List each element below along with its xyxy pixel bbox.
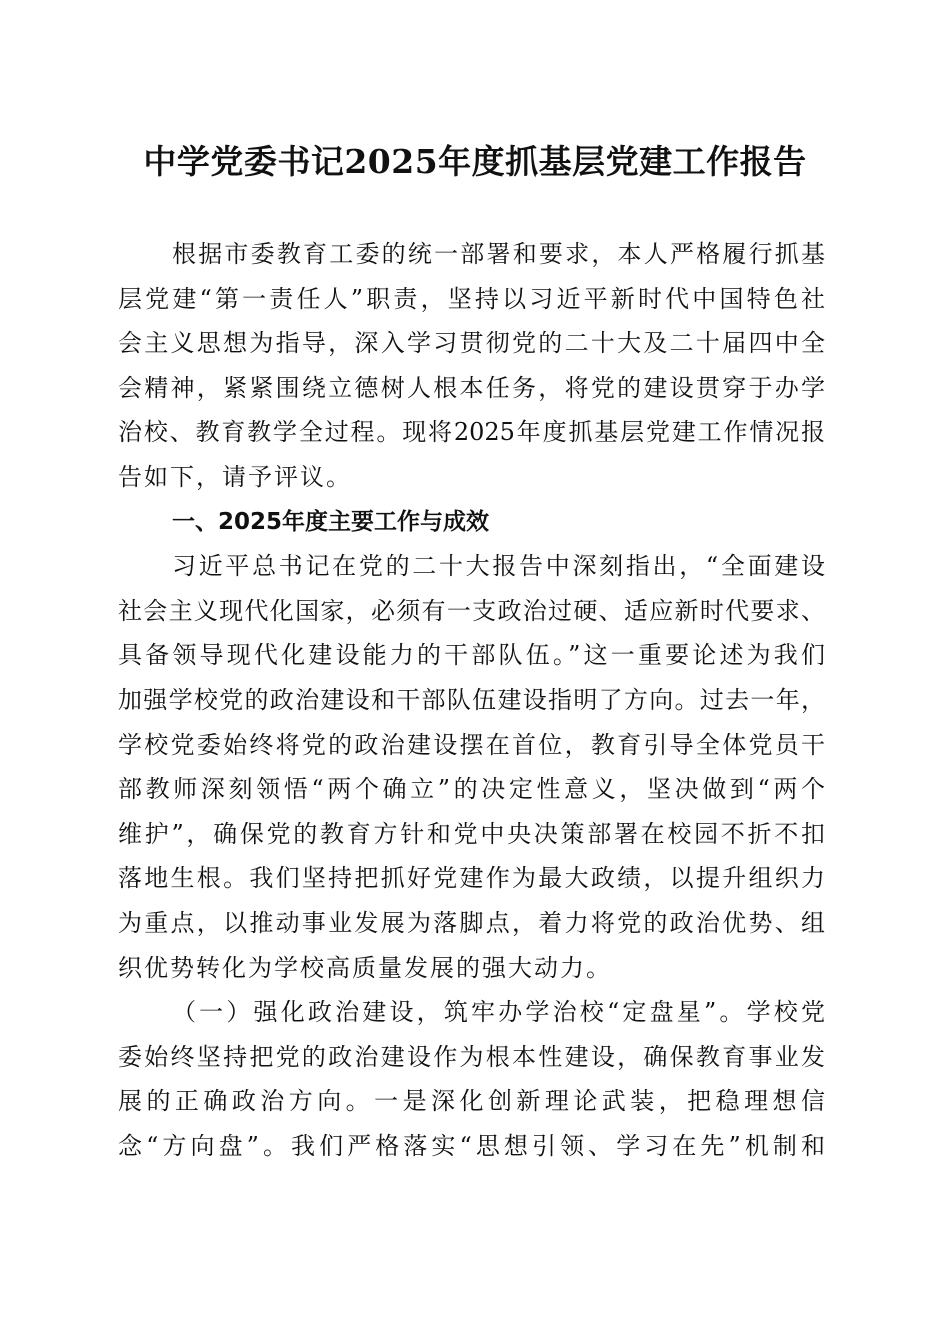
section-heading: 一、2025年度主要工作与成效: [172, 508, 490, 535]
paragraph-line: 为重点，以推动事业发展为落脚点，着力将党的政治优势、组: [118, 908, 825, 937]
paragraph-line: 维护”，确保党的教育方针和党中央决策部署在校园不折不扣: [118, 819, 825, 848]
paragraph-line: 层党建“第一责任人”职责，坚持以习近平新时代中国特色社: [118, 284, 825, 313]
document-title: 中学党委书记2025年度抓基层党建工作报告: [143, 142, 807, 181]
paragraph-line: 织优势转化为学校高质量发展的强大动力。: [118, 953, 612, 982]
paragraph-line: 告如下，请予评议。: [118, 462, 352, 491]
paragraph-line: 展的正确政治方向。一是深化创新理论武装，把稳理想信: [118, 1087, 825, 1116]
paragraph-line: 部教师深刻领悟“两个确立”的决定性意义，坚决做到“两个: [118, 775, 825, 804]
paragraph-line: 委始终坚持把党的政治建设作为根本性建设，确保教育事业发: [118, 1042, 825, 1071]
subsection-line: （一）强化政治建设，筑牢办学治校“定盘星”。学校党: [172, 998, 825, 1027]
paragraph-line: 会主义思想为指导，深入学习贯彻党的二十大及二十届四中全: [118, 329, 825, 358]
paragraph-line: 加强学校党的政治建设和干部队伍建设指明了方向。过去一年，: [118, 685, 825, 714]
paragraph-line: 念“方向盘”。我们严格落实“思想引领、学习在先”机制和: [118, 1131, 825, 1160]
paragraph-line: 治校、教育教学全过程。现将2025年度抓基层党建工作情况报: [118, 418, 825, 447]
paragraph-line: 学校党委始终将党的政治建设摆在首位，教育引导全体党员干: [118, 730, 825, 759]
paragraph-line: 社会主义现代化国家，必须有一支政治过硬、适应新时代要求、: [118, 596, 825, 625]
paragraph-line: 具备领导现代化建设能力的干部队伍。”这一重要论述为我们: [118, 641, 825, 670]
paragraph-line: 根据市委教育工委的统一部署和要求，本人严格履行抓基: [172, 240, 825, 268]
paragraph-line: 会精神，紧紧围绕立德树人根本任务，将党的建设贯穿于办学: [118, 373, 825, 402]
document-body: [118, 232, 825, 1168]
paragraph-line: 落地生根。我们坚持把抓好党建作为最大政绩，以提升组织力: [118, 864, 825, 893]
paragraph-line: 习近平总书记在党的二十大报告中深刻指出，“全面建设: [172, 552, 825, 581]
